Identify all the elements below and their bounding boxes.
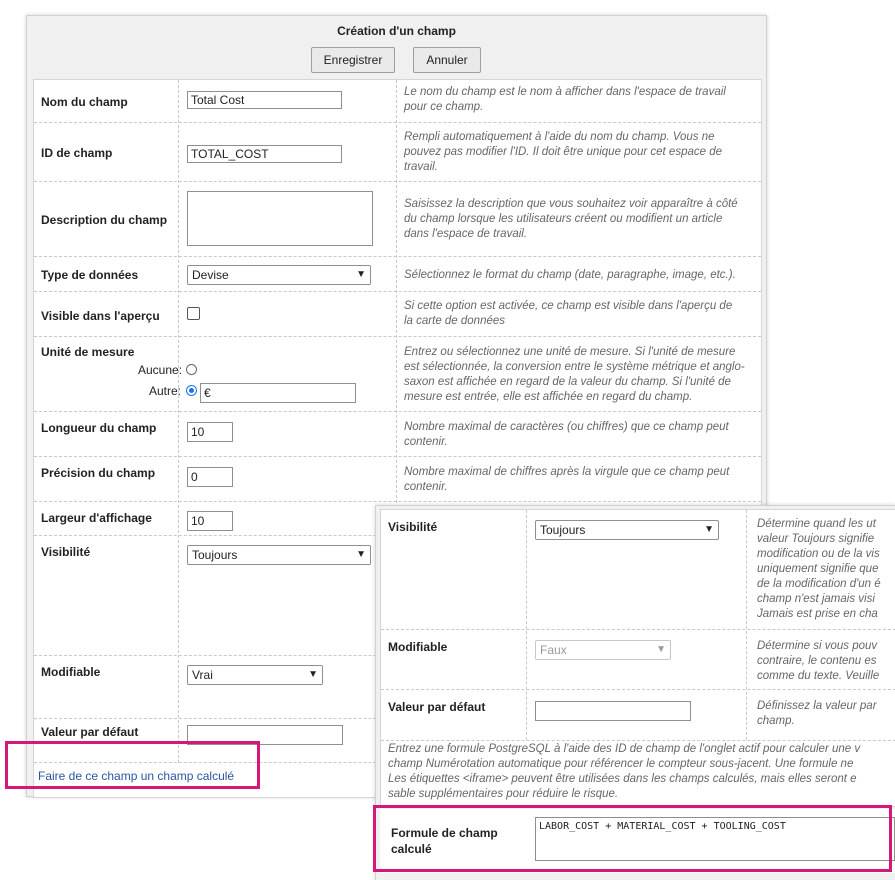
unit-none-label: Aucune: bbox=[138, 363, 183, 377]
unit-label: Unité de mesure bbox=[41, 345, 135, 359]
inset-editable-label: Modifiable bbox=[388, 640, 448, 654]
inset-default-value-help: Définissez la valeur par champ. bbox=[757, 700, 877, 727]
chevron-down-icon: ▼ bbox=[656, 644, 666, 655]
default-value-label: Valeur par défaut bbox=[41, 725, 139, 739]
row-data-type bbox=[34, 257, 761, 292]
inset-row-editable bbox=[381, 630, 895, 690]
make-calculated-link[interactable]: Faire de ce champ un champ calculé bbox=[38, 769, 235, 783]
chevron-down-icon: ▼ bbox=[356, 549, 366, 560]
precision-label: Précision du champ bbox=[41, 466, 156, 480]
length-input[interactable]: 10 bbox=[187, 422, 233, 442]
row-unit bbox=[34, 337, 761, 412]
inset-visibility-select[interactable]: Toujours ▼ bbox=[535, 520, 719, 540]
unit-other-radio[interactable] bbox=[186, 385, 197, 396]
formula-label: Formule de champ calculé bbox=[391, 826, 498, 856]
length-help: Nombre maximal de caractères (ou chiffres) que ce champ peut contenir. bbox=[404, 421, 729, 448]
inset-visibility-label: Visibilité bbox=[388, 520, 438, 534]
precision-help: Nombre maximal de chiffres après la virgule que ce champ peut contenir. bbox=[404, 466, 730, 493]
visible-preview-label: Visible dans l'aperçu bbox=[41, 309, 160, 323]
visible-preview-checkbox[interactable] bbox=[187, 307, 200, 320]
visibility-label: Visibilité bbox=[41, 545, 91, 559]
inset-row-visibility bbox=[381, 510, 895, 630]
inset-row-default-value bbox=[381, 690, 895, 741]
data-type-help: Sélectionnez le format du champ (date, paragraphe, image, etc.). bbox=[404, 269, 736, 281]
precision-input[interactable]: 0 bbox=[187, 467, 233, 487]
calculated-link-highlight bbox=[5, 741, 260, 789]
unit-other-label: Autre: bbox=[149, 384, 182, 398]
inset-editable-help: Détermine si vous pouv contraire, le contenu es comme du texte. Veuille bbox=[757, 640, 880, 682]
data-type-label: Type de données bbox=[41, 268, 139, 282]
display-width-input[interactable]: 10 bbox=[187, 511, 233, 531]
save-button[interactable]: Enregistrer bbox=[311, 47, 395, 73]
row-visible-preview bbox=[34, 292, 761, 337]
visibility-select[interactable]: Toujours ▼ bbox=[187, 545, 371, 565]
editable-select[interactable]: Vrai ▼ bbox=[187, 665, 323, 685]
row-description bbox=[34, 182, 761, 257]
inset-default-value-label: Valeur par défaut bbox=[388, 700, 486, 714]
description-help: Saisissez la description que vous souhaitez voir apparaître à côté du champ lorsque les utilisateurs créent ou modifient un article dans l'espace de travail. bbox=[404, 198, 738, 240]
display-width-label: Largeur d'affichage bbox=[41, 511, 152, 525]
unit-input[interactable]: € bbox=[200, 383, 356, 403]
inset-editable-select: Faux ▼ bbox=[535, 640, 671, 660]
chevron-down-icon: ▼ bbox=[308, 669, 318, 680]
data-type-select[interactable]: Devise ▼ bbox=[187, 265, 371, 285]
unit-help: Entrez ou sélectionnez une unité de mesure. Si l'unité de mesure est sélectionnée, la conversion entre le système métrique et anglo- saxon est affichée en regard de la valeur du champ. Si l'unité de mesure est entrée, elle est affichée en regard du champ. bbox=[404, 346, 745, 403]
field-id-input[interactable]: TOTAL_COST bbox=[187, 145, 342, 163]
unit-none-radio[interactable] bbox=[186, 364, 197, 375]
dialog-title: Création d'un champ bbox=[337, 24, 456, 38]
description-label: Description du champ bbox=[41, 213, 168, 227]
cancel-button[interactable]: Annuler bbox=[413, 47, 481, 73]
field-name-help: Le nom du champ est le nom à afficher dans l'espace de travail pour ce champ. bbox=[404, 86, 726, 113]
inset-visibility-help: Détermine quand les ut valeur Toujours signifie modification ou de la vis uniquement signifie que de la modification d'un é champ n'est jamais visi Jamais est prise en cha bbox=[757, 518, 881, 620]
chevron-down-icon: ▼ bbox=[356, 269, 366, 280]
inset-default-value-input[interactable] bbox=[535, 701, 691, 721]
chevron-down-icon: ▼ bbox=[704, 524, 714, 535]
description-textarea[interactable] bbox=[187, 191, 373, 246]
field-id-help: Rempli automatiquement à l'aide du nom du champ. Vous ne pouvez pas modifier l'ID. Il doit être unique pour cet espace de travail. bbox=[404, 131, 722, 173]
length-label: Longueur du champ bbox=[41, 421, 157, 435]
visible-preview-help: Si cette option est activée, ce champ est visible dans l'aperçu de la carte de données bbox=[404, 300, 733, 327]
formula-highlight bbox=[373, 805, 892, 872]
field-id-label: ID de champ bbox=[41, 146, 113, 160]
row-precision bbox=[34, 457, 761, 502]
formula-note: Entrez une formule PostgreSQL à l'aide des ID de champ de l'onglet actif pour calculer une v champ Numérotation automatique pour référencer le compteur sous-jacent. Une formule ne Les étiquettes <iframe> peuvent être utilisées dans les champs calculés, mais elles seront e sable supplémentaires pour réduire le risque. bbox=[388, 743, 861, 800]
field-name-input[interactable]: Total Cost bbox=[187, 91, 342, 109]
formula-textarea[interactable]: LABOR_COST + MATERIAL_COST + TOOLING_COST bbox=[535, 817, 895, 861]
field-name-label: Nom du champ bbox=[41, 95, 128, 109]
editable-label: Modifiable bbox=[41, 665, 101, 679]
row-field-name bbox=[34, 80, 761, 123]
row-field-id bbox=[34, 122, 761, 182]
row-length bbox=[34, 412, 761, 457]
